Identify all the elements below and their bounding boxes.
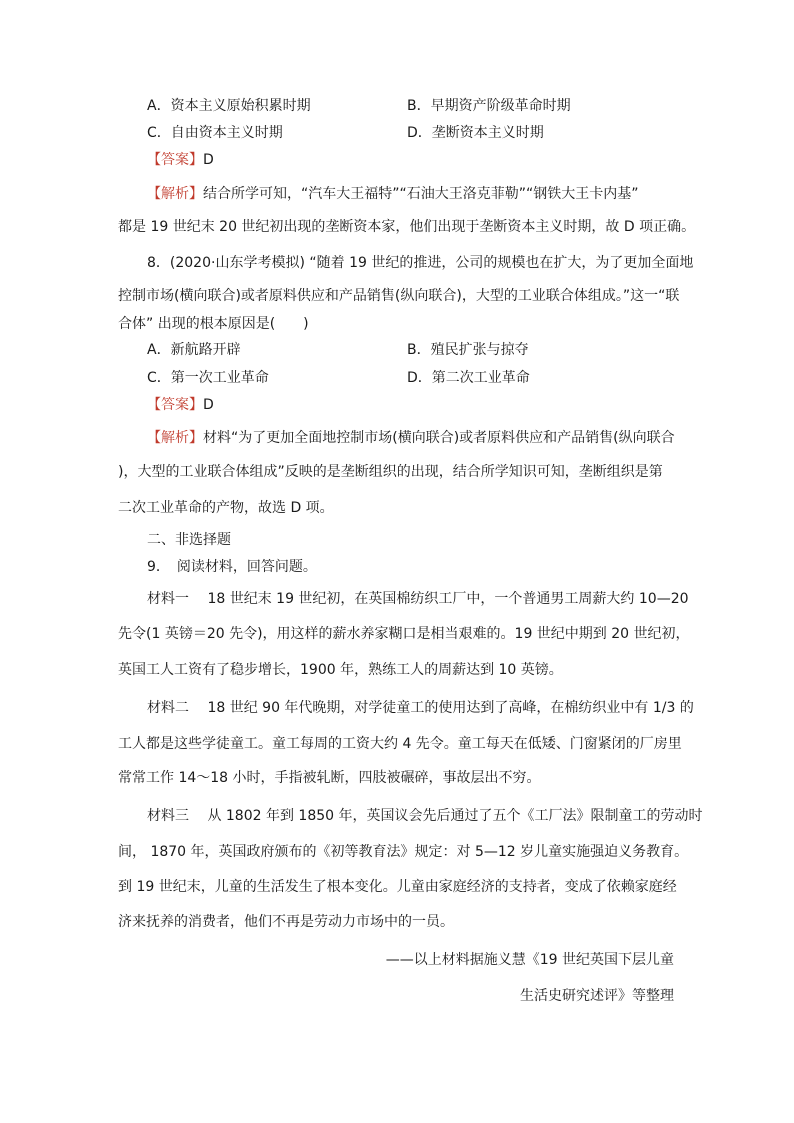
q8-analysis-line2: )，大型的工业联合体组成”反映的是垄断组织的出现，结合所学知识可知，垄断组织是第: [118, 464, 663, 480]
q8-analysis-line1: [147, 428, 675, 448]
answer-value: D: [203, 152, 214, 168]
q8-option-a: [147, 340, 241, 360]
option-letter: D．: [407, 370, 432, 386]
q8-stem-line2: 控制市场(横向联合)或者原料供应和产品销售(纵向联合)，大型的工业联合体组成。”这一“联: [118, 288, 680, 304]
material1-line2: 先令(1 英镑＝20 先令)，用这样的薪水养家糊口是相当艰难的。19 世纪中期到 20 世纪初，: [118, 626, 690, 642]
option-letter: C．: [147, 370, 171, 386]
material2-line2: 工人都是这些学徒童工。童工每周的工资大约 4 先令。童工每天在低矮、门窗紧闭的厂房里: [118, 736, 682, 752]
option-letter: A．: [147, 98, 171, 114]
option-text: 第一次工业革命: [170, 370, 269, 386]
q9-stem: 9． 阅读材料，回答问题。: [147, 559, 317, 575]
material1-line3: 英国工人工资有了稳步增长，1900 年，熟练工人的周薪达到 10 英镑。: [118, 662, 563, 678]
q8-stem-line1: 8．(2020·山东学考模拟) “随着 19 世纪的推进，公司的规模也在扩大，为了更加全面地: [147, 255, 694, 271]
q7-analysis-line2: 都是 19 世纪末 20 世纪初出现的垄断资本家，他们出现于垄断资本主义时期，故 D 项正确。: [118, 219, 696, 235]
material1-line1: 材料一 18 世纪末 19 世纪初，在英国棉纺织工厂中，一个普通男工周薪大约 10—20: [147, 591, 689, 607]
q7-option-a: [147, 96, 311, 116]
option-text: 资本主义原始积累时期: [170, 98, 311, 114]
option-letter: C．: [147, 125, 171, 141]
answer-value: D: [203, 397, 214, 413]
q8-option-d: [407, 368, 530, 388]
material2-line3: 常常工作 14～18 小时，手指被轧断，四肢被碾碎，事故层出不穷。: [118, 770, 541, 786]
q7-option-c: [147, 123, 283, 143]
analysis-tag: 【解析】: [147, 186, 203, 202]
analysis-tag: 【解析】: [147, 430, 203, 446]
q8-answer: [147, 395, 214, 415]
analysis-text: 材料“为了更加全面地控制市场(横向联合)或者原料供应和产品销售(纵向联合: [203, 430, 675, 446]
option-text: 殖民扩张与掠夺: [430, 342, 529, 358]
material3-line1: 材料三 从 1802 年到 1850 年，英国议会先后通过了五个《工厂法》限制童工的劳动时: [147, 808, 703, 824]
q8-option-b: [407, 340, 529, 360]
option-text: 自由资本主义时期: [170, 125, 283, 141]
source-line2: 生活史研究述评》等整理: [520, 988, 674, 1004]
analysis-text: 结合所学可知，“汽车大王福特”“石油大王洛克菲勒”“钢铁大王卡内基”: [203, 186, 639, 202]
section-heading: 二、非选择题: [147, 532, 231, 548]
option-letter: B．: [407, 98, 431, 114]
q7-option-b: [407, 96, 571, 116]
answer-tag: 【答案】: [147, 397, 203, 413]
option-text: 垄断资本主义时期: [431, 125, 544, 141]
option-text: 早期资产阶级革命时期: [430, 98, 571, 114]
answer-tag: 【答案】: [147, 152, 203, 168]
material2-line1: 材料二 18 世纪 90 年代晚期，对学徒童工的使用达到了高峰，在棉纺织业中有 1/3 的: [147, 700, 694, 716]
q8-analysis-line3: 二次工业革命的产物，故选 D 项。: [118, 500, 334, 516]
source-line1: ——以上材料据施义慧《19 世纪英国下层儿童: [385, 952, 674, 968]
option-letter: B．: [407, 342, 431, 358]
q8-stem-line3: 合体” 出现的根本原因是( ): [118, 316, 309, 332]
option-text: 第二次工业革命: [431, 370, 530, 386]
option-text: 新航路开辟: [170, 342, 241, 358]
option-letter: A．: [147, 342, 171, 358]
material3-line2: 间， 1870 年，英国政府颁布的《初等教育法》规定：对 5—12 岁儿童实施强迫义务教育。: [118, 844, 689, 860]
q8-option-c: [147, 368, 269, 388]
material3-line3: 到 19 世纪末，儿童的生活发生了根本变化。儿童由家庭经济的支持者，变成了依赖家庭经: [118, 879, 677, 895]
option-letter: D．: [407, 125, 432, 141]
q7-option-d: [407, 123, 544, 143]
material3-line4: 济来抚养的消费者，他们不再是劳动力市场中的一员。: [118, 914, 454, 930]
q7-answer: [147, 150, 214, 170]
q7-analysis-line1: [147, 184, 639, 204]
